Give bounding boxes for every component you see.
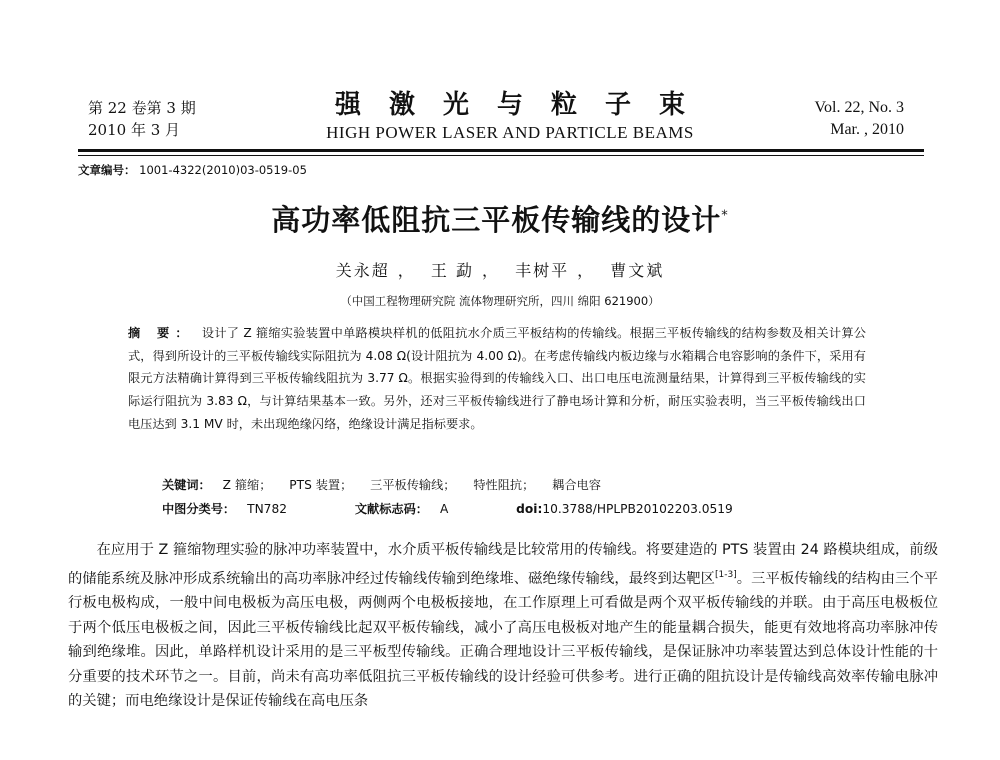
abstract [128,322,866,436]
journal-title-en: HIGH POWER LASER AND PARTICLE BEAMS [326,123,694,142]
header-center [290,88,730,144]
header-rule-thin [78,155,924,156]
author-1: 关永超 [335,261,390,280]
date-en: Mar. , 2010 [830,121,904,138]
volume-en: Vol. 22, No. 3 [814,99,904,116]
clc-value: TN782 [247,502,287,516]
author-3: 丰树平 [515,261,570,280]
abstract-label: 摘 要： [128,326,194,340]
keywords-label: 关键词： [162,478,211,492]
title-footnote-mark: * [721,208,729,224]
citation-ref: [1-3] [714,569,737,580]
doc-code-label: 文献标志码： [354,502,428,516]
author-2: 王 勐 [430,261,474,280]
header-rule-thick [78,149,924,152]
affiliation: （中国工程物理研究院 流体物理研究所，四川 绵阳 621900） [340,294,660,308]
author-separator: ， [481,261,500,280]
body-text-part-1: 在应用于 Z 箍缩物理实验的脉冲功率装置中，水介质平板传输线是比较常用的传输线。将要建造的 PTS 装置由 24 路模块组成，前级的储能系统及脉冲形成系统输出的高功率脉冲经过传输线传输到绝缘堆、磁绝缘传输线，最终到达靶区 [68,542,938,587]
paper-title [0,198,1000,239]
article-number-label: 文章编号： [78,163,136,177]
body-paragraph [68,538,938,714]
date-cn: 2010 年 3 月 [88,121,181,139]
paper-title-text: 高功率低阻抗三平板传输线的设计 [271,203,722,237]
keyword: 三平板传输线； [370,478,456,492]
volume-cn: 第 22 卷第 3 期 [88,99,196,117]
header-right [815,97,905,141]
doc-code-value: A [439,502,449,516]
article-number [78,162,307,178]
clc-label: 中图分类号： [162,502,236,516]
classification-line [162,500,733,517]
body-text-part-2: 。三平板传输线的结构由三个平行板电极构成，一般中间电极板为高压电极，两侧两个电极板接地，在工作原理上可看做是两个双平板传输线的并联。由于高压电极板位于两个低压电极板之间，因此三平板传输线比起双平板传输线，减小了高压电极板对地产生的能量耦合损失，能更有效地将高功率脉冲传输到绝缘堆。因此，单路样机设计采用的是三平板型传输线。正确合理地设计三平板传输线，是保证脉冲功率装置达到总体设计性能的十分重要的技术环节之一。目前，尚未有高功率低阻抗三平板传输线的设计经验可供参考。进行正确的阻抗设计是传输线高效率传输电脉冲的关键；而电绝缘设计是保证传输线在高电压条 [68,570,939,710]
author-4: 曹文斌 [610,261,665,280]
keyword: Z 箍缩； [222,478,272,492]
keyword: 特性阻抗； [473,478,535,492]
author-separator: ， [397,261,416,280]
article-number-value: 1001-4322(2010)03-0519-05 [139,163,307,177]
doi-value: 10.3788/HPLPB20102203.0519 [542,502,733,516]
keywords [162,476,615,493]
journal-title-cn: 强激光与粒子束 [334,90,713,120]
author-list [0,258,1000,281]
doi-label: doi: [516,502,543,516]
keyword: 耦合电容 [552,478,601,492]
author-separator: ， [577,261,596,280]
abstract-text: 设计了 Z 箍缩实验装置中单路模块样机的低阻抗水介质三平板结构的传输线。根据三平板传输线的结构参数及相关计算公式，得到所设计的三平板传输线实际阻抗为 4.08 Ω(设计阻抗为 4.00 Ω)。在考虑传输线内板边缘与水箱耦合电容影响的条件下，采用有限元方法精确计算得到三平板传输线阻抗为 3.77 Ω。根据实验得到的传输线入口、出口电压电流测量结果，计算得到三平板传输线的实际运行阻抗为 3.83 Ω，与计算结果基本一致。另外，还对三平板传输线进行了静电场计算和分析，耐压实验表明，当三平板传输线出口电压达到 3.1 MV 时，未出现绝缘闪络，绝缘设计满足指标要求。 [128,326,866,431]
keyword: PTS 装置； [289,478,353,492]
header-left [88,97,196,141]
